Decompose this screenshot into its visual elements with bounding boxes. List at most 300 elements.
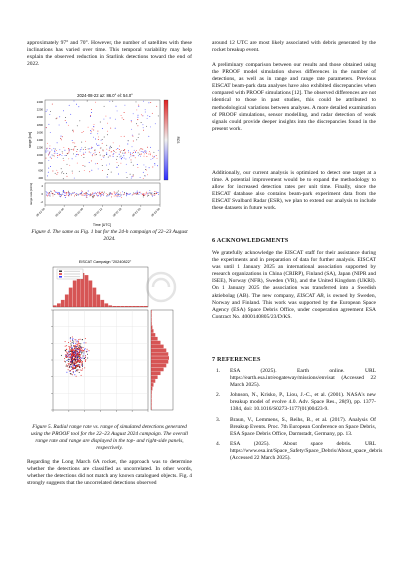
figure-4-top-point [98, 145, 99, 146]
figure-5-point [69, 354, 70, 355]
reference-number: 2. [216, 392, 221, 399]
figure-4-top-point [67, 164, 68, 165]
figure-4-top-point [139, 134, 140, 135]
figure-4-top-point [90, 115, 91, 116]
figure-5-point [71, 346, 72, 347]
figure-5-point [71, 367, 72, 368]
figure-4-bottom-point [128, 194, 129, 195]
figure-5-point [76, 359, 77, 360]
figure-4-top-point [46, 111, 47, 112]
figure-4-bottom-point [114, 193, 115, 194]
figure-4-top-point [116, 159, 117, 160]
figure-5-point [73, 372, 74, 373]
figure-4-bottom-point [129, 194, 130, 195]
figure-4-top-point [69, 105, 70, 106]
figure-5-point [76, 340, 77, 341]
figure-4-top-point [65, 155, 66, 156]
figure-5-top-bar [108, 305, 112, 307]
figure-4-top-point [142, 151, 143, 152]
figure-4-bottom-point [49, 193, 50, 194]
figure-4-bottom-point [71, 195, 72, 196]
figure-4-top-point [83, 165, 84, 166]
figure-5-point [75, 371, 76, 372]
figure-4-top-point [46, 158, 47, 159]
figure-5-point [71, 345, 72, 346]
figure-4-top-point [125, 153, 126, 154]
figure-4-top-point [138, 105, 139, 106]
figure-4-top-point [153, 157, 154, 158]
figure-5-right-bar [151, 383, 154, 387]
figure-4-top-point [64, 150, 65, 151]
figure-4-top-point [47, 175, 48, 176]
figure-4-top-point [145, 166, 146, 167]
figure-4-bottom-point [148, 193, 149, 194]
figure-4-top-y-tick-label: 2200 [36, 107, 43, 112]
figure-4-top-point [47, 150, 48, 151]
figure-5-point [82, 352, 83, 353]
figure-4-bottom-point [158, 194, 159, 195]
figure-4-top-point [83, 153, 84, 154]
figure-4-top-y-tick-label: 1400 [36, 138, 43, 142]
figure-5-top-bar [85, 275, 89, 307]
figure-4-top-point [137, 119, 138, 120]
acknowledgments-text-start: We gratefully acknowledge the EISCAT staff for their assistance during the experiments and in preparation of data for further analysis. EISCAT was until 1 January 2025 an international association supported by research organizations in China (CRIRP), Finland (SA), Japan (NIPR and ISEE), Norway (NFR), Sweden (VR), and the United Kingdom (UKRI). On 1 January 2025 the association was transferred into a Swedish aktiebolag (AB). The new company, [212, 250, 376, 299]
figure-4-top-ylabel: range [km] [28, 131, 32, 149]
figure-4-top-point [138, 152, 139, 153]
figure-4-top-point [118, 165, 119, 166]
figure-4-bottom-point [86, 193, 87, 194]
figure-5-top-bar [97, 295, 101, 308]
figure-4-top-y-tick-label: 1200 [36, 145, 43, 150]
figure-4-top-point [158, 150, 159, 151]
figure-4-bottom-point [88, 194, 89, 195]
figure-4-top-point [104, 106, 105, 107]
figure-5-point [70, 357, 71, 358]
figure-5-point [86, 351, 87, 352]
figure-5-point [77, 370, 78, 371]
figure-4-top-point [54, 156, 55, 157]
figure-4-bottom-point [54, 194, 55, 195]
figure-4-bottom-point [64, 192, 65, 193]
figure-4-bottom-point [66, 192, 67, 193]
figure-4-top-point [147, 115, 148, 116]
figure-4-top-point [145, 112, 146, 113]
figure-4-top-point [57, 172, 58, 173]
figure-4-top-point [56, 150, 57, 151]
figure-4-top-point [149, 151, 150, 152]
figure-4-top-point [133, 113, 134, 114]
figure-5-point [75, 350, 76, 351]
figure-4-bottom-point [92, 196, 93, 197]
figure-4-bottom-point [62, 193, 63, 194]
figure-5-point [72, 363, 73, 364]
figure-4-top-point [127, 177, 128, 178]
figure-4-top-point [143, 130, 144, 131]
figure-5-point [73, 366, 74, 367]
figure-4-top-point [107, 131, 108, 132]
figure-4-top-point [109, 101, 110, 102]
figure-4-top-point [82, 132, 83, 133]
figure-4-top-point [75, 146, 76, 147]
figure-4-top-point [96, 144, 97, 145]
figure-4-bottom-point [85, 192, 86, 193]
figure-4-bottom-y-tick-label: 0 [41, 192, 43, 196]
figure-4-top-point [156, 106, 157, 107]
figure-4-top-point [68, 158, 69, 159]
figure-5-point [77, 344, 78, 345]
figure-5-point [72, 337, 73, 338]
figure-4-top-point [62, 153, 63, 154]
figure-4-top-point [138, 155, 139, 156]
figure-5-point [70, 354, 71, 355]
figure-4-top-point [146, 126, 147, 127]
figure-4-top-point [97, 131, 98, 132]
figure-4-bottom-point [84, 195, 85, 196]
figure-4-bottom-point [82, 194, 83, 195]
figure-4-top-point [95, 163, 96, 164]
reference-text: ESA (2025). Earth online. URL https://earth.esa.int/eogateway/missions/envisat (Accessed 22 March 2025). [230, 368, 376, 389]
figure-5-watermark [147, 273, 175, 301]
figure-4-top-point [124, 105, 125, 106]
figure-4-bottom-point [112, 194, 113, 195]
figure-4-bottom-point [65, 197, 66, 198]
figure-4-top-point [48, 155, 49, 156]
figure-4-top-y-tick-label: 600 [38, 168, 43, 173]
figure-4-top-point [80, 149, 81, 150]
figure-4-top-point [136, 123, 137, 124]
figure-4-bottom-point [69, 194, 70, 195]
figure-5-point [66, 372, 67, 373]
figure-4-top-point [104, 137, 105, 138]
figure-4-top-point [110, 146, 111, 147]
figure-4-top-point [98, 136, 99, 137]
figure-4-bottom-point [86, 197, 87, 198]
figure-5-point [81, 375, 82, 376]
figure-4-top-point [150, 147, 151, 148]
figure-5-point [77, 346, 78, 347]
figure-5-point [81, 365, 82, 366]
figure-4-top-point [50, 132, 51, 133]
figure-4-bottom-point [120, 192, 121, 193]
figure-5-point [68, 354, 69, 355]
figure-4-top-point [152, 158, 153, 159]
figure-4-top-point [63, 178, 64, 179]
figure-4 [27, 92, 192, 227]
figure-5-point [79, 346, 80, 347]
figure-4-top-point [101, 140, 102, 141]
figure-4-top-point [77, 154, 78, 155]
figure-4-x-ticks [35, 205, 161, 218]
figure-4-top-point [57, 142, 58, 143]
figure-4-bottom-point [146, 192, 147, 193]
figure-4-bottom-point [151, 192, 152, 193]
figure-4-bottom-point [102, 194, 103, 195]
figure-4-top-point [54, 151, 55, 152]
figure-4-top-point [155, 123, 156, 124]
figure-4-bottom-point [59, 193, 60, 194]
figure-4-top-point [99, 152, 100, 153]
figure-4-bottom-point [126, 194, 127, 195]
figure-4-top-point [61, 172, 62, 173]
figure-4-top-point [150, 154, 151, 155]
figure-4-top-point [65, 120, 66, 121]
figure-4-top-point [135, 157, 136, 158]
figure-5-point [71, 347, 72, 348]
figure-4-bottom-point [54, 191, 55, 192]
figure-4-bottom-point [92, 193, 93, 194]
figure-4-top-point [90, 133, 91, 134]
figure-5-point [74, 352, 75, 353]
figure-4-top-point [69, 150, 70, 151]
figure-4-top-point [110, 118, 111, 119]
figure-5-legend-swatch [59, 276, 62, 277]
figure-4-top-point [135, 151, 136, 152]
figure-4-bottom-point [61, 195, 62, 196]
figure-4-top-point [148, 154, 149, 155]
figure-5-point [68, 369, 69, 370]
figure-5-point [72, 364, 73, 365]
figure-4-top-point [90, 130, 91, 131]
figure-4-top-point [106, 145, 107, 146]
figure-4-bottom-point [81, 193, 82, 194]
figure-5-point [82, 351, 83, 352]
figure-4-top-point [53, 155, 54, 156]
figure-4-top-point [48, 124, 49, 125]
figure-4-top-point [89, 152, 90, 153]
figure-5-point [78, 339, 79, 340]
reference-item [216, 417, 376, 438]
figure-4-bottom-point [49, 195, 50, 196]
figure-4-top-point [83, 154, 84, 155]
figure-4-top-point [137, 167, 138, 168]
figure-4-top-point [89, 171, 90, 172]
figure-5-point [78, 345, 79, 346]
figure-5-point [76, 346, 77, 347]
right-paragraph-1: around 12 UTC are most likely associated with debris generated by the rocket breakup event. [212, 40, 376, 54]
figure-4-top-point [143, 178, 144, 179]
figure-5-point [65, 341, 66, 342]
figure-4-top-point [91, 148, 92, 149]
figure-4-top-point [56, 118, 57, 119]
figure-5-top-bar [101, 300, 105, 307]
figure-5-top-bar [77, 275, 81, 307]
figure-5-point [82, 364, 83, 365]
figure-4-bottom-point [118, 191, 119, 192]
figure-4-top-point [145, 109, 146, 110]
figure-4-top-point [131, 178, 132, 179]
left-paragraph-2: Regarding the Long March 6A rocket, the approach was to determine whether the detections are classified as uncorrelated. In other words, whether the detections did not match any known catalogued objects. Fig. 4 strongly suggests that the uncorrelated detections observed [27, 459, 192, 487]
figure-5-point [82, 358, 83, 359]
figure-5-point [70, 366, 71, 367]
figure-4-top-point [107, 177, 108, 178]
figure-4-top-point [66, 122, 67, 123]
figure-4-top-point [116, 106, 117, 107]
figure-4-top-point [87, 101, 88, 102]
figure-5-point [73, 343, 74, 344]
figure-4-top-point [117, 162, 118, 163]
figure-4-top-point [137, 117, 138, 118]
figure-5-point [74, 374, 75, 375]
figure-4-top-point [136, 109, 137, 110]
figure-4-top-point [48, 172, 49, 173]
figure-5-point [70, 362, 71, 363]
acknowledgments-company-name: EISCAT AB [297, 292, 324, 299]
figure-4-top-point [117, 167, 118, 168]
figure-5-point [76, 347, 77, 348]
figure-5-point [81, 347, 82, 348]
figure-4-top-point [141, 114, 142, 115]
figure-4-top-point [136, 139, 137, 140]
figure-5-point [69, 350, 70, 351]
figure-4-top-point [80, 151, 81, 152]
figure-5 [33, 252, 188, 422]
figure-4-top-y-tick-label: 2400 [36, 100, 43, 104]
figure-4-top-point [92, 147, 93, 148]
figure-4-top-point [68, 148, 69, 149]
figure-4-top-point [51, 150, 52, 151]
figure-5-point [80, 346, 81, 347]
figure-4-top-point [91, 131, 92, 132]
figure-5-point [70, 361, 71, 362]
figure-4-top-y-ticks [37, 100, 44, 180]
figure-5-point [71, 356, 72, 357]
reference-text: Johnson, N., Krisko, P., Liou, J.-C., et al. (2001). NASA's new breakup model of evolve 4.0. Adv. Space Res., 28(9), pp. 1377-1384, doi: 10.1016/S0273-1177(01)00423-9. [230, 392, 376, 413]
figure-5-point [85, 359, 86, 360]
figure-4-bottom-point [95, 192, 96, 193]
figure-5-right-bar [151, 375, 158, 379]
figure-4-top-point [103, 150, 104, 151]
figure-5-top-bar [116, 306, 120, 307]
figure-5-point [77, 359, 78, 360]
figure-4-top-point [61, 139, 62, 140]
figure-4-top-point [146, 170, 147, 171]
figure-4-top-point [84, 170, 85, 171]
figure-4-top-point [74, 178, 75, 179]
figure-4-bottom-point [126, 193, 127, 194]
figure-4-top-point [125, 159, 126, 160]
figure-5-point [77, 345, 78, 346]
figure-4-bottom-point [143, 194, 144, 195]
figure-4-bottom-point [98, 195, 99, 196]
figure-4-bottom-point [148, 195, 149, 196]
figure-4-top-point [119, 146, 120, 147]
figure-4-bottom-point [137, 192, 138, 193]
figure-4-x-tick-label: 08-22 16 [111, 206, 123, 218]
reference-number: 1. [216, 368, 221, 374]
figure-4-top-point [48, 168, 49, 169]
figure-5-point [79, 372, 80, 373]
figure-4-top-point [48, 160, 49, 161]
figure-5-point [82, 339, 83, 340]
figure-5-point [81, 360, 82, 361]
figure-4-top-point [92, 155, 93, 156]
figure-4-top-point [119, 154, 120, 155]
figure-4-bottom-point [137, 193, 138, 194]
figure-4-top-point [89, 162, 90, 163]
figure-4-bottom-point [59, 196, 60, 197]
figure-4-top-point [121, 150, 122, 151]
figure-4-bottom-point [90, 195, 91, 196]
figure-4-bottom-point [85, 194, 86, 195]
figure-4-top-point [121, 136, 122, 137]
figure-4-top-point [144, 153, 145, 154]
figure-4-top-point [133, 155, 134, 156]
figure-4-top-point [79, 171, 80, 172]
figure-4-top-point [74, 146, 75, 147]
figure-4-top-point [131, 162, 132, 163]
figure-4-top-point [66, 155, 67, 156]
figure-4-top-point [57, 157, 58, 158]
figure-5-point [78, 341, 79, 342]
figure-4-top-point [46, 152, 47, 153]
figure-4-xlabel: Time [UTC] [92, 223, 112, 227]
figure-4-top-point [81, 142, 82, 143]
figure-4-bottom-point [109, 194, 110, 195]
figure-5-point [76, 362, 77, 363]
figure-5-point [69, 359, 70, 360]
figure-4-top-point [94, 124, 95, 125]
figure-4-top-point [83, 157, 84, 158]
figure-5-point [66, 352, 67, 353]
figure-4-top-point [123, 119, 124, 120]
figure-4-top-point [93, 130, 94, 131]
figure-4-top-point [96, 154, 97, 155]
figure-4-top-point [130, 153, 131, 154]
figure-4-top-point [73, 149, 74, 150]
figure-4-bottom-point [109, 193, 110, 194]
figure-4-bottom-point [118, 195, 119, 196]
figure-4-top-point [56, 174, 57, 175]
figure-4-bottom-point [87, 193, 88, 194]
figure-4-bottom-point [149, 192, 150, 193]
figure-4-bottom-point [66, 195, 67, 196]
figure-5-top-bar [136, 306, 140, 307]
figure-5-point [72, 365, 73, 366]
figure-4-top-point [97, 133, 98, 134]
acknowledgments-paragraph [212, 250, 376, 321]
figure-5-right-bar [151, 322, 152, 326]
figure-5-top-bar [53, 305, 57, 307]
figure-4-bottom-point [96, 194, 97, 195]
figure-5-top-bar [65, 295, 69, 308]
figure-5-right-bar [151, 402, 152, 406]
figure-4-top-point [102, 165, 103, 166]
figure-4-bottom-point [64, 192, 65, 193]
figure-4-top-point [46, 151, 47, 152]
figure-5-point [82, 368, 83, 369]
figure-5-point [75, 339, 76, 340]
figure-4-bottom-point [143, 196, 144, 197]
figure-5-point [75, 365, 76, 366]
figure-4-top-y-tick-label: 800 [38, 160, 43, 165]
figure-4-top-point [68, 152, 69, 153]
figure-4-bottom-point [147, 193, 148, 194]
figure-4-top-point [124, 158, 125, 159]
figure-4-top-point [115, 128, 116, 129]
figure-5-point [82, 361, 83, 362]
figure-4-top-y-tick-label: 1800 [36, 122, 43, 127]
figure-4-bottom-point [152, 196, 153, 197]
figure-4-top-point [120, 157, 121, 158]
figure-4-bottom-point [99, 191, 100, 192]
figure-5-point [67, 365, 68, 366]
figure-4-top-point [95, 154, 96, 155]
figure-4-top-point [150, 159, 151, 160]
figure-5-point [87, 358, 88, 359]
figure-4-top-point [118, 174, 119, 175]
figure-4-bottom-point [121, 197, 122, 198]
figure-4-bottom-point [154, 191, 155, 192]
